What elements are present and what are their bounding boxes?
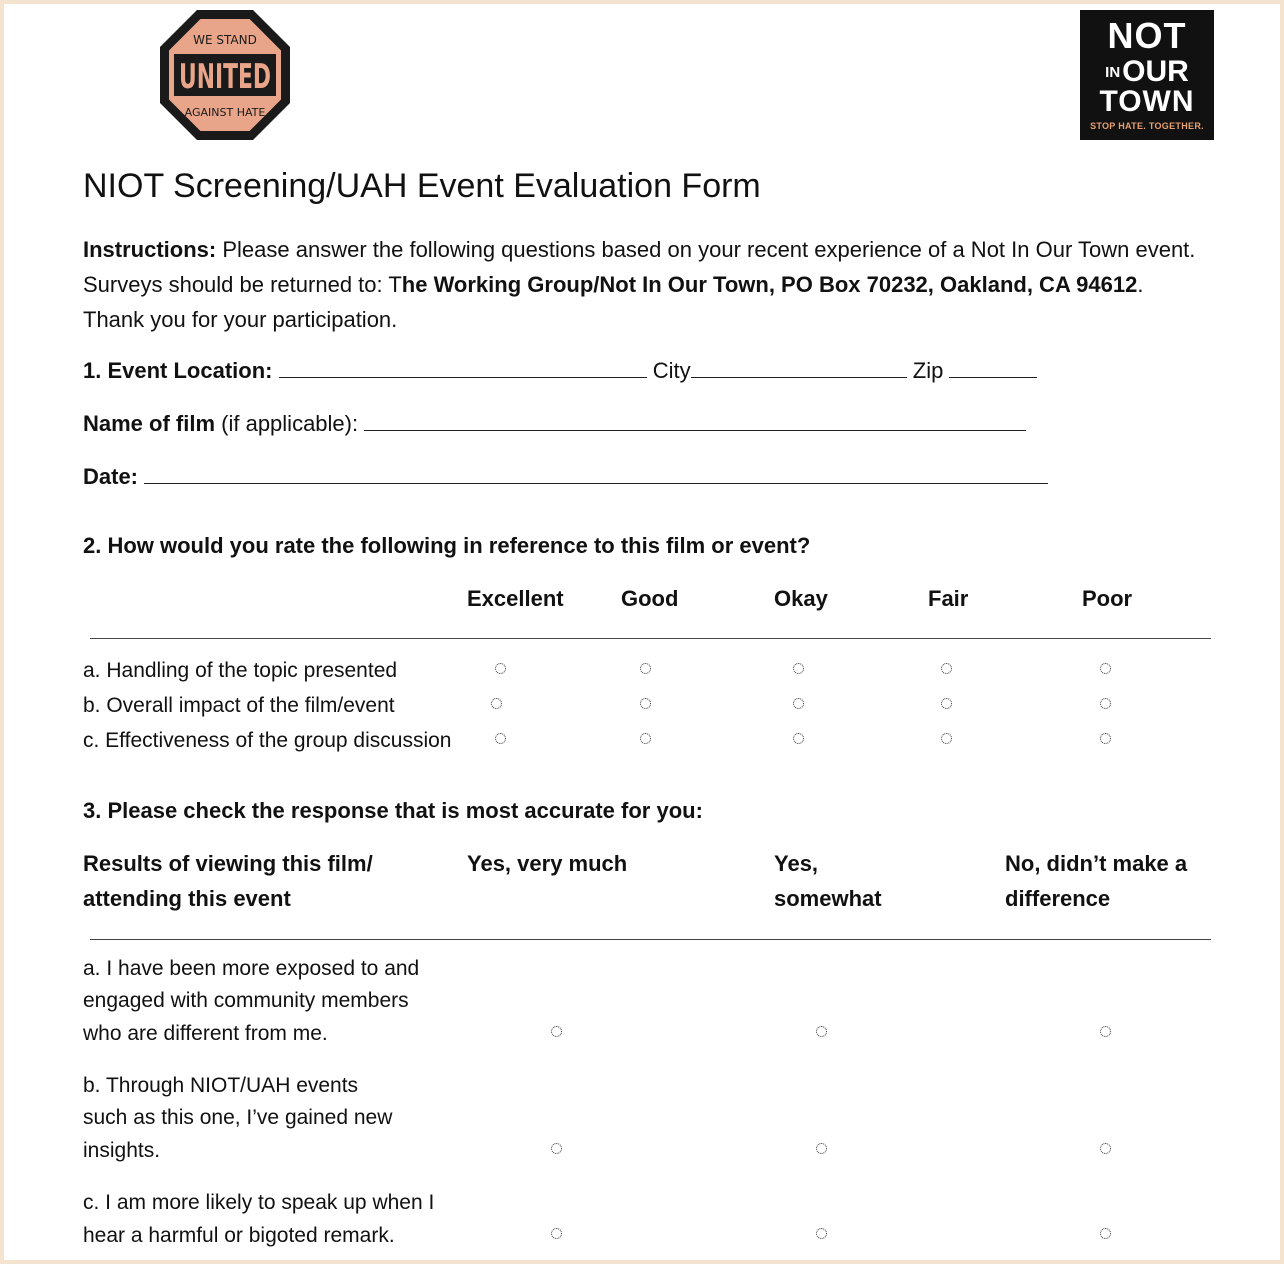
response-col-somewhat-line2: somewhat (774, 886, 882, 911)
statement-line: c. I am more likely to speak up when I (83, 1191, 435, 1214)
statement-line: insights. (83, 1139, 161, 1162)
results-header-line1: Results of viewing this film/ (83, 851, 373, 876)
question-2: 2. How would you rate the following in reference to this film or event? (83, 533, 811, 558)
city-label: City (652, 358, 691, 383)
united-against-hate-logo (158, 8, 292, 142)
radio-exposed-no-difference[interactable] (1100, 1026, 1111, 1037)
radio-impact-excellent[interactable] (491, 698, 502, 709)
response-col-very-much: Yes, very much (467, 851, 628, 876)
radio-impact-fair[interactable] (941, 698, 952, 709)
rating-row-label: b. Overall impact of the film/event (83, 694, 395, 717)
radio-insights-very-much[interactable] (551, 1143, 562, 1154)
response-col-no-difference-line1: No, didn’t make a (1005, 851, 1188, 876)
statement-line: hear a harmful or bigoted remark. (83, 1224, 395, 1247)
statement-line: b. Through NIOT/UAH events (83, 1074, 359, 1097)
niot-logo-line1: NOT (1107, 15, 1187, 56)
statement-line: engaged with community members (83, 989, 409, 1012)
radio-topic-poor[interactable] (1100, 663, 1111, 674)
radio-topic-excellent[interactable] (495, 663, 506, 674)
divider (90, 939, 1211, 940)
statement-line: such as this one, I’ve gained new (83, 1106, 393, 1129)
event-location-row (83, 357, 1037, 384)
radio-topic-fair[interactable] (941, 663, 952, 674)
event-location-field[interactable] (279, 357, 647, 378)
radio-impact-poor[interactable] (1100, 698, 1111, 709)
not-in-our-town-logo (1080, 10, 1214, 140)
logo-main-text: UNITED (179, 57, 271, 97)
radio-speak-up-somewhat[interactable] (816, 1228, 827, 1239)
response-col-no-difference-line2: difference (1005, 886, 1111, 911)
radio-exposed-somewhat[interactable] (816, 1026, 827, 1037)
date-field[interactable] (144, 463, 1048, 484)
results-header-line2: attending this event (83, 886, 291, 911)
film-name-row (83, 410, 1026, 437)
rating-col-fair: Fair (928, 586, 969, 611)
rating-row-label: c. Effectiveness of the group discussion (83, 729, 452, 752)
statement-line: a. I have been more exposed to and (83, 957, 420, 980)
radio-speak-up-very-much[interactable] (551, 1228, 562, 1239)
radio-impact-good[interactable] (640, 698, 651, 709)
page-title: NIOT Screening/UAH Event Evaluation Form (83, 167, 761, 205)
radio-discussion-good[interactable] (640, 733, 651, 744)
rating-col-good: Good (621, 586, 679, 611)
return-address: he Working Group/Not In Our Town, PO Box 70232, Oakland, CA 94612 (401, 272, 1138, 297)
niot-logo-in: IN (1105, 64, 1121, 82)
radio-discussion-excellent[interactable] (495, 733, 506, 744)
instructions-closing: . Thank you for your participation. (83, 272, 1144, 332)
zip-field[interactable] (949, 357, 1037, 378)
instructions-label: Instructions: (83, 237, 217, 262)
logo-bottom-text: AGAINST HATE (184, 106, 266, 119)
film-name-label-note: (if applicable): (215, 411, 359, 436)
response-col-somewhat-line1: Yes, (774, 851, 819, 876)
radio-insights-no-difference[interactable] (1100, 1143, 1111, 1154)
statement-line: who are different from me. (83, 1022, 328, 1045)
city-field[interactable] (691, 357, 907, 378)
event-location-label: 1. Event Location: (83, 358, 273, 383)
logo-top-text: WE STAND (193, 33, 257, 47)
instructions-text: Please answer the following questions based on your recent experience of a Not In Our Town event. Surveys should be returned to: T (83, 237, 1196, 297)
radio-topic-good[interactable] (640, 663, 651, 674)
question-3: 3. Please check the response that is most accurate for you: (83, 798, 703, 823)
rating-col-okay: Okay (774, 586, 828, 611)
radio-impact-okay[interactable] (793, 698, 804, 709)
date-label: Date: (83, 464, 139, 489)
niot-logo-tagline: STOP HATE. TOGETHER. (1090, 121, 1204, 131)
film-name-field[interactable] (364, 410, 1026, 431)
radio-topic-okay[interactable] (793, 663, 804, 674)
rating-row-label: a. Handling of the topic presented (83, 659, 398, 682)
niot-logo-line3: TOWN (1099, 85, 1195, 118)
radio-speak-up-no-difference[interactable] (1100, 1228, 1111, 1239)
rating-col-poor: Poor (1082, 586, 1133, 611)
niot-logo-our: OUR (1122, 55, 1189, 88)
radio-discussion-fair[interactable] (941, 733, 952, 744)
radio-exposed-very-much[interactable] (551, 1026, 562, 1037)
radio-insights-somewhat[interactable] (816, 1143, 827, 1154)
date-row (83, 463, 1048, 490)
divider (90, 638, 1211, 639)
zip-label: Zip (912, 358, 944, 383)
film-name-label: Name of film (83, 411, 216, 436)
radio-discussion-poor[interactable] (1100, 733, 1111, 744)
instructions (83, 232, 1203, 337)
rating-col-excellent: Excellent (467, 586, 564, 611)
radio-discussion-okay[interactable] (793, 733, 804, 744)
evaluation-form-page (4, 4, 1280, 1260)
